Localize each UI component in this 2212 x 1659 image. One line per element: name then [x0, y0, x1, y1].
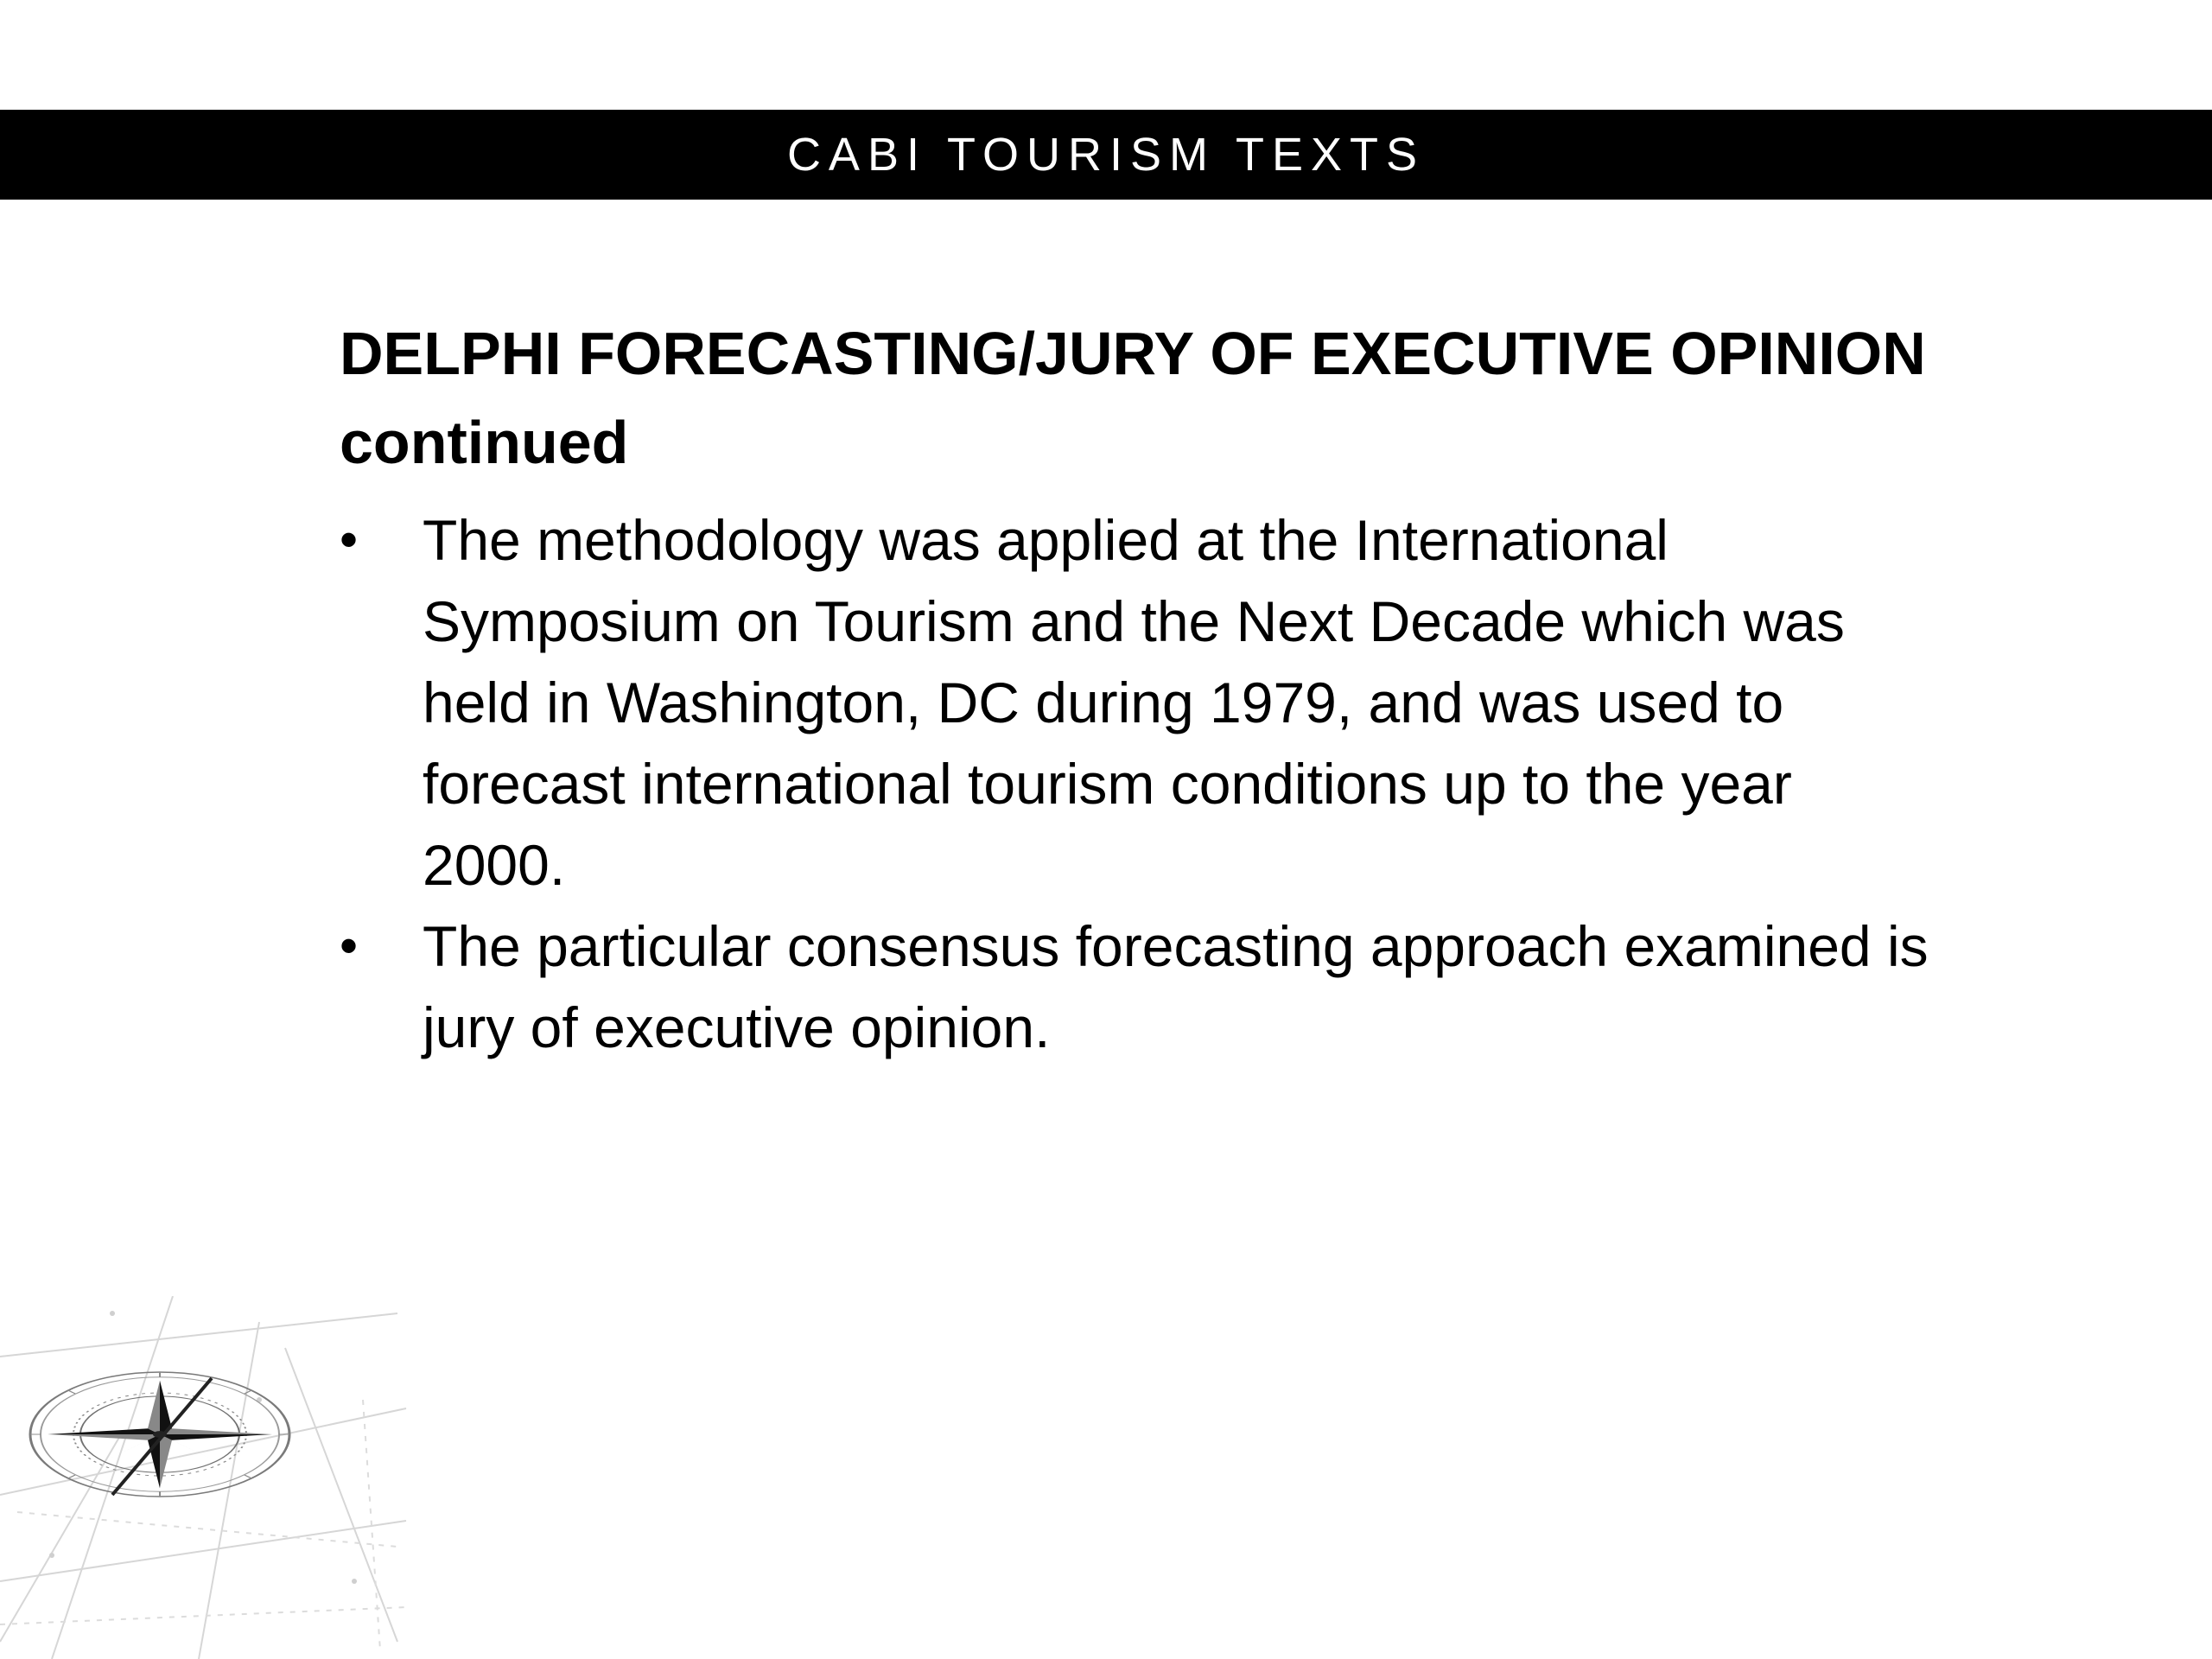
bullet-marker: • — [340, 511, 359, 569]
bullet-item — [340, 906, 2064, 1068]
slide-title — [340, 309, 2068, 487]
slide-title-line-2: continued — [340, 409, 629, 476]
bullet-marker: • — [340, 917, 359, 975]
bullet-list — [340, 499, 2068, 1068]
bullet-item — [340, 499, 2064, 906]
compass-rose-icon — [0, 1296, 415, 1659]
bullet-line: 2000. — [423, 833, 566, 897]
slide-content — [340, 309, 2068, 1068]
bullet-line: Symposium on Tourism and the Next Decade which was — [423, 589, 1845, 653]
header-title: CABI TOURISM TEXTS — [786, 129, 1426, 181]
header-band — [0, 110, 2212, 200]
bullet-line: held in Washington, DC during 1979, and was used to — [423, 671, 1784, 734]
bullet-line: forecast international tourism conditions up to the year — [423, 752, 1792, 816]
bullet-line: The particular consensus forecasting approach examined is — [423, 914, 1929, 978]
bullet-line: jury of executive opinion. — [423, 995, 1051, 1059]
bullet-line: The methodology was applied at the International — [423, 508, 1669, 572]
slide-title-line-1: DELPHI FORECASTING/JURY OF EXECUTIVE OPINION — [340, 320, 1926, 387]
